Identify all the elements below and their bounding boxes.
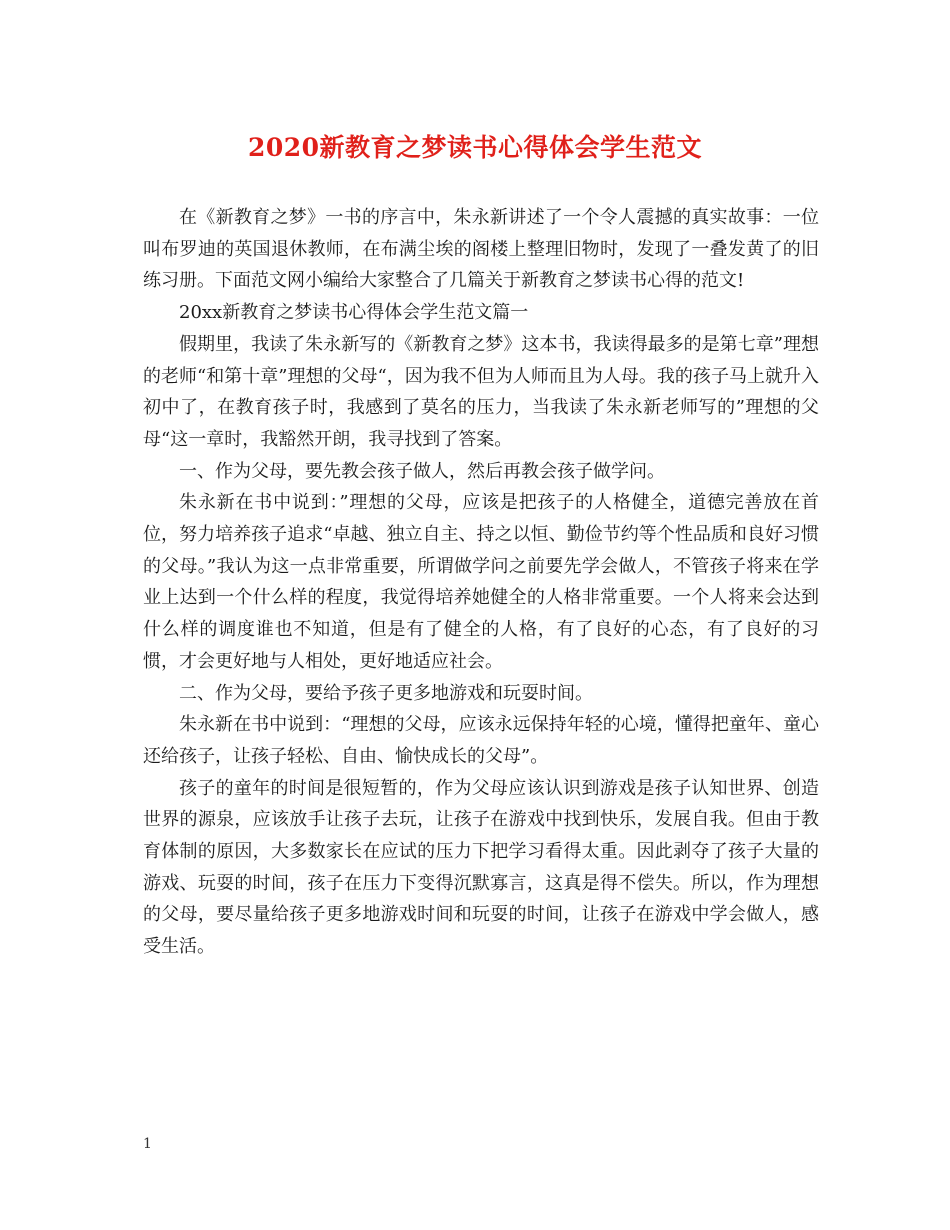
document-title: 2020新教育之梦读书心得体会学生范文: [247, 133, 703, 162]
paragraph: 孩子的童年的时间是很短暂的，作为父母应该认识到游戏是孩子认知世界、创造世界的源泉，应该放手让孩子去玩，让孩子在游戏中找到快乐，发展自我。但由于教育体制的原因，大多数家长在应试的压力下把学习看得太重。因此剥夺了孩子大量的游戏、玩耍的时间，孩子在压力下变得沉默寡言，这真是得不偿失。所以，作为理想的父母，要尽量给孩子更多地游戏时间和玩耍的时间，让孩子在游戏中学会做人，感受生活。: [143, 777, 819, 958]
paragraph-intro: 在《新教育之梦》一书的序言中，朱永新讲述了一个令人震撼的真实故事：一位叫布罗迪的英国退休教师，在布满尘埃的阁楼上整理旧物时，发现了一叠发黄了的旧练习册。下面范文网小编给大家整合了几篇关于新教育之梦读书心得的范文!: [143, 207, 819, 292]
paragraph: 朱永新在书中说到：”理想的父母，应该是把孩子的人格健全，道德完善放在首位，努力培养孩子追求“卓越、独立自主、持之以恒、勤俭节约等个性品质和良好习惯的父母。”我认为这一点非常重要，所谓做学问之前要先学会做人，不管孩子将来在学业上达到一个什么样的程度，我觉得培养她健全的人格非常重要。一个人将来会达到什么样的调度谁也不知道，但是有了健全的人格，有了良好的心态，有了良好的习惯，才会更好地与人相处，更好地适应社会。: [143, 492, 819, 672]
page-number: 1: [143, 1136, 152, 1152]
paragraph-point-one: 一、作为父母，要先教会孩子做人，然后再教会孩子做学问。: [179, 460, 665, 482]
paragraph: 朱永新在书中说到：“理想的父母，应该永远保持年轻的心境，懂得把童年、童心还给孩子，让孩子轻松、自由、愉快成长的父母”。: [143, 714, 819, 767]
document-body: [143, 202, 819, 963]
paragraph-section-heading: 20xx新教育之梦读书心得体会学生范文篇一: [179, 302, 529, 324]
paragraph: 假期里，我读了朱永新写的《新教育之梦》这本书，我读得最多的是第七章”理想的老师“和第十章”理想的父母“，因为我不但为人师而且为人母。我的孩子马上就升入初中了，在教育孩子时，我感到了莫名的压力，当我读了朱永新老师写的”理想的父母“这一章时，我豁然开朗，我寻找到了答案。: [143, 333, 819, 450]
paragraph-point-two: 二、作为父母，要给予孩子更多地游戏和玩耍时间。: [179, 682, 593, 704]
